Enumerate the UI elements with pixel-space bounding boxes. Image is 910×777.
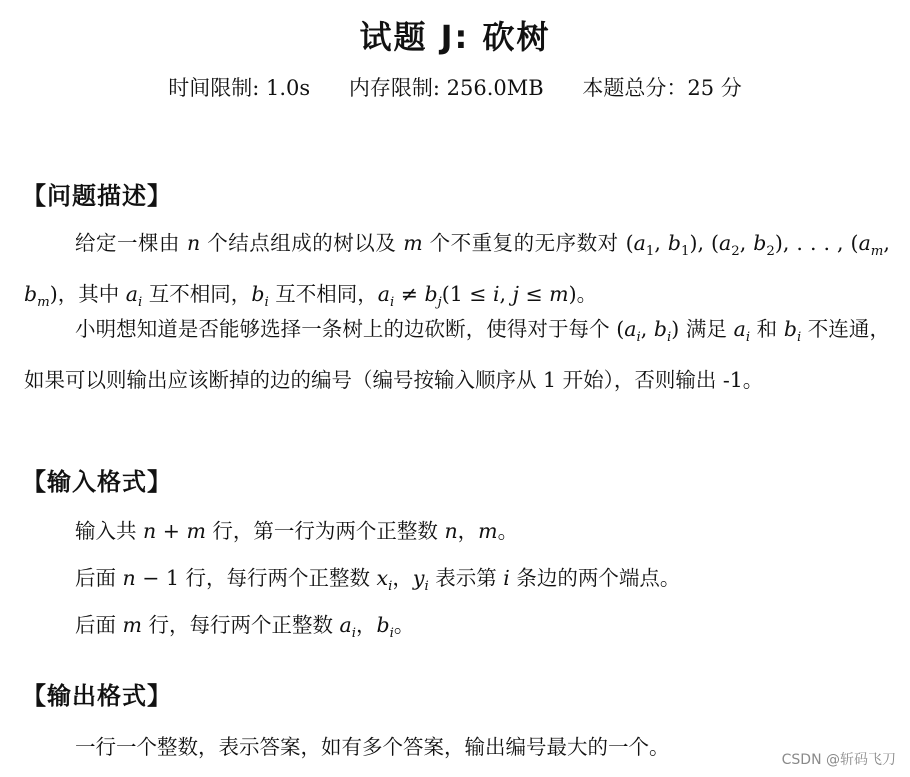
output-line-1: 一行一个整数，表示答案，如有多个答案，输出编号最大的一个。 <box>75 735 670 759</box>
problem-title: 试题 J: 砍树 <box>359 18 551 56</box>
time-limit: 时间限制: 1.0s <box>168 76 311 100</box>
input-line-3: 后面 m 行，每行两个正整数 $a_i$，$b_i$。 <box>75 613 415 642</box>
problem-paragraph-2: 小明想知道是否能够选择一条树上的边砍断，使得对于每个 ($a_i$, $b_i$) 满足 $a_i$ 和 $b_i$ 不连通，如果可以则输出应该断掉的边的编号（编号按输入顺序从 1 开始），否则输出 -1。 <box>24 317 890 393</box>
section-heading-problem: 【问题描述】 <box>22 182 172 210</box>
csdn-watermark: CSDN @斩码飞刀 <box>781 752 896 768</box>
problem-meta <box>0 72 910 102</box>
memory-limit: 内存限制: 256.0MB <box>348 76 544 100</box>
total-score: 本题总分：25 分 <box>582 76 742 100</box>
input-line-2: 后面 n − 1 行，每行两个正整数 $x_i$，$y_i$ 表示第 i 条边的两个端点。 <box>75 566 681 595</box>
section-heading-output: 【输出格式】 <box>22 682 172 710</box>
problem-paragraph-1: 给定一棵由 n 个结点组成的树以及 m 个不重复的无序数对 ($a_1$, $b_1$), ($a_2$, $b_2$), . . . , ($a_m$, $b_m$)，其中 $a_i$ 互不相同，$b_i$ 互不相同，$a_i \ne b_j(1 \le i$, j ≤ m)。 <box>24 231 890 311</box>
input-line-1: 输入共 n + m 行，第一行为两个正整数 n，m。 <box>75 519 519 543</box>
section-heading-input: 【输入格式】 <box>22 468 172 496</box>
